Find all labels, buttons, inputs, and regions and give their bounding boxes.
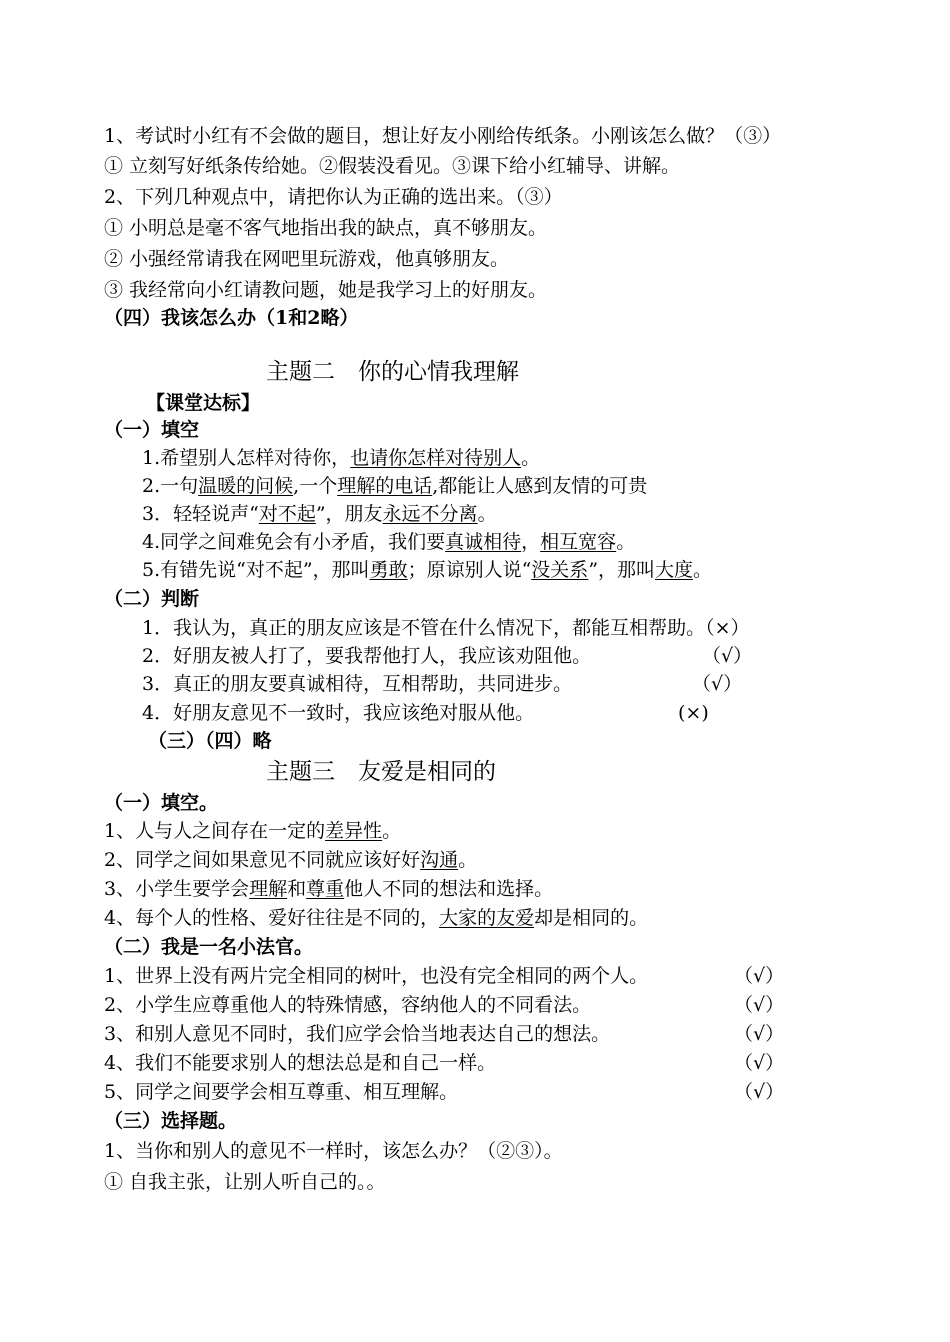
theme-3-judge-1: 1、世界上没有两片完全相同的树叶，也没有完全相同的两个人。 [104, 965, 649, 987]
question-2-option-2: ② 小强经常请我在网吧里玩游戏，他真够朋友。 [104, 248, 510, 270]
answer: 勇敢 [369, 559, 408, 581]
question-2-option-1: ① 小明总是毫不客气地指出我的缺点，真不够朋友。 [104, 217, 548, 239]
theme-2-fill-5: 5.有错先说“对不起”，那叫勇敢；原谅别人说“没关系”，那叫大度。 [142, 559, 713, 581]
answer: 大家的友爱 [439, 907, 535, 929]
judge-mark: （√） [734, 965, 785, 987]
theme-3-judge-4: 4、我们不能要求别人的想法总是和自己一样。 [104, 1052, 497, 1074]
theme-3-fill-1: 1、人与人之间存在一定的差异性。 [104, 820, 402, 842]
answer: 也请你怎样对待别人 [350, 447, 522, 469]
question-2-option-3: ③ 我经常向小红请教问题，她是我学习上的好朋友。 [104, 279, 548, 301]
answer: 沟通 [420, 849, 459, 871]
answer: 理解 [249, 878, 288, 900]
theme-2-fill-3: 3．轻轻说声“对不起”，朋友永远不分离。 [142, 503, 497, 525]
theme-3-choice-heading: （三）选择题。 [104, 1110, 238, 1132]
answer: 差异性 [325, 820, 383, 842]
theme-3-fill-heading: （一）填空。 [104, 792, 219, 814]
question-1: 1、考试时小红有不会做的题目，想让好友小刚给传纸条。小刚该怎么做？（③） [104, 125, 782, 147]
theme-2-judge-3: 3．真正的朋友要真诚相待，互相帮助，共同进步。 [142, 673, 573, 695]
judge-mark: (×) [678, 702, 709, 724]
theme-2-fill-heading: （一）填空 [104, 419, 200, 441]
theme-2-fill-4: 4.同学之间难免会有小矛盾，我们要真诚相待，相互宽容。 [142, 531, 636, 553]
judge-mark: （√） [734, 994, 785, 1016]
theme-2-judge-2: 2．好朋友被人打了，要我帮他打人，我应该劝阻他。 [142, 645, 592, 667]
theme-3-judge-3: 3、和别人意见不同时，我们应学会恰当地表达自己的想法。 [104, 1023, 611, 1045]
theme-3-choice-1-option-1: ① 自我主张，让别人听自己的。。 [104, 1171, 386, 1193]
theme-2-title: 主题二 你的心情我理解 [266, 359, 519, 385]
answer: 相互宽容 [540, 531, 617, 553]
judge-mark: （√） [702, 645, 753, 667]
answer: 尊重 [306, 878, 345, 900]
question-1-options: ① 立刻写好纸条传给她。②假装没看见。③课下给小红辅导、讲解。 [104, 155, 681, 177]
answer: 理解的电话 [337, 475, 433, 497]
judge-mark: （√） [692, 673, 743, 695]
judge-mark: （√） [734, 1052, 785, 1074]
theme-3-choice-1: 1、当你和别人的意见不一样时，该怎么办？（②③）。 [104, 1140, 563, 1162]
theme-3-judge-5: 5、同学之间要学会相互尊重、相互理解。 [104, 1081, 459, 1103]
answer: 温暖的问候 [198, 475, 294, 497]
theme-2-sections-3-4: （三）（四）略 [148, 730, 272, 752]
question-2: 2、下列几种观点中，请把你认为正确的选出来。（③） [104, 186, 563, 208]
theme-2-judge-1: 1．我认为，真正的朋友应该是不管在什么情况下，都能互相帮助。（×） [142, 617, 750, 639]
theme-2-judge-4: 4．好朋友意见不一致时，我应该绝对服从他。 [142, 702, 535, 724]
theme-3-fill-4: 4、每个人的性格、爱好往往是不同的，大家的友爱却是相同的。 [104, 907, 649, 929]
answer: 永远不分离 [382, 503, 478, 525]
theme-2-judge-heading: （二）判断 [104, 588, 200, 610]
theme-2-fill-2: 2.一句温暖的问候,一个理解的电话,都能让人感到友情的可贵 [142, 475, 648, 497]
answer: 大度 [655, 559, 694, 581]
theme-3-judge-2: 2、小学生应尊重他人的特殊情感，容纳他人的不同看法。 [104, 994, 592, 1016]
judge-mark: （√） [734, 1023, 785, 1045]
theme-3-fill-2: 2、同学之间如果意见不同就应该好好沟通。 [104, 849, 478, 871]
judge-mark: （√） [734, 1081, 785, 1103]
theme-2-fill-1: 1.希望别人怎样对待你，也请你怎样对待别人。 [142, 447, 541, 469]
classroom-tag: 【课堂达标】 [146, 392, 261, 414]
theme-3-fill-3: 3、小学生要学会理解和尊重他人不同的想法和选择。 [104, 878, 554, 900]
answer: 没关系 [531, 559, 589, 581]
section-four-heading: （四）我该怎么办（1和2略） [104, 307, 359, 329]
answer: 对不起 [258, 503, 316, 525]
theme-3-title: 主题三 友爱是相同的 [266, 759, 496, 785]
answer: 真诚相待 [445, 531, 522, 553]
theme-3-judge-heading: （二）我是一名小法官。 [104, 936, 314, 958]
